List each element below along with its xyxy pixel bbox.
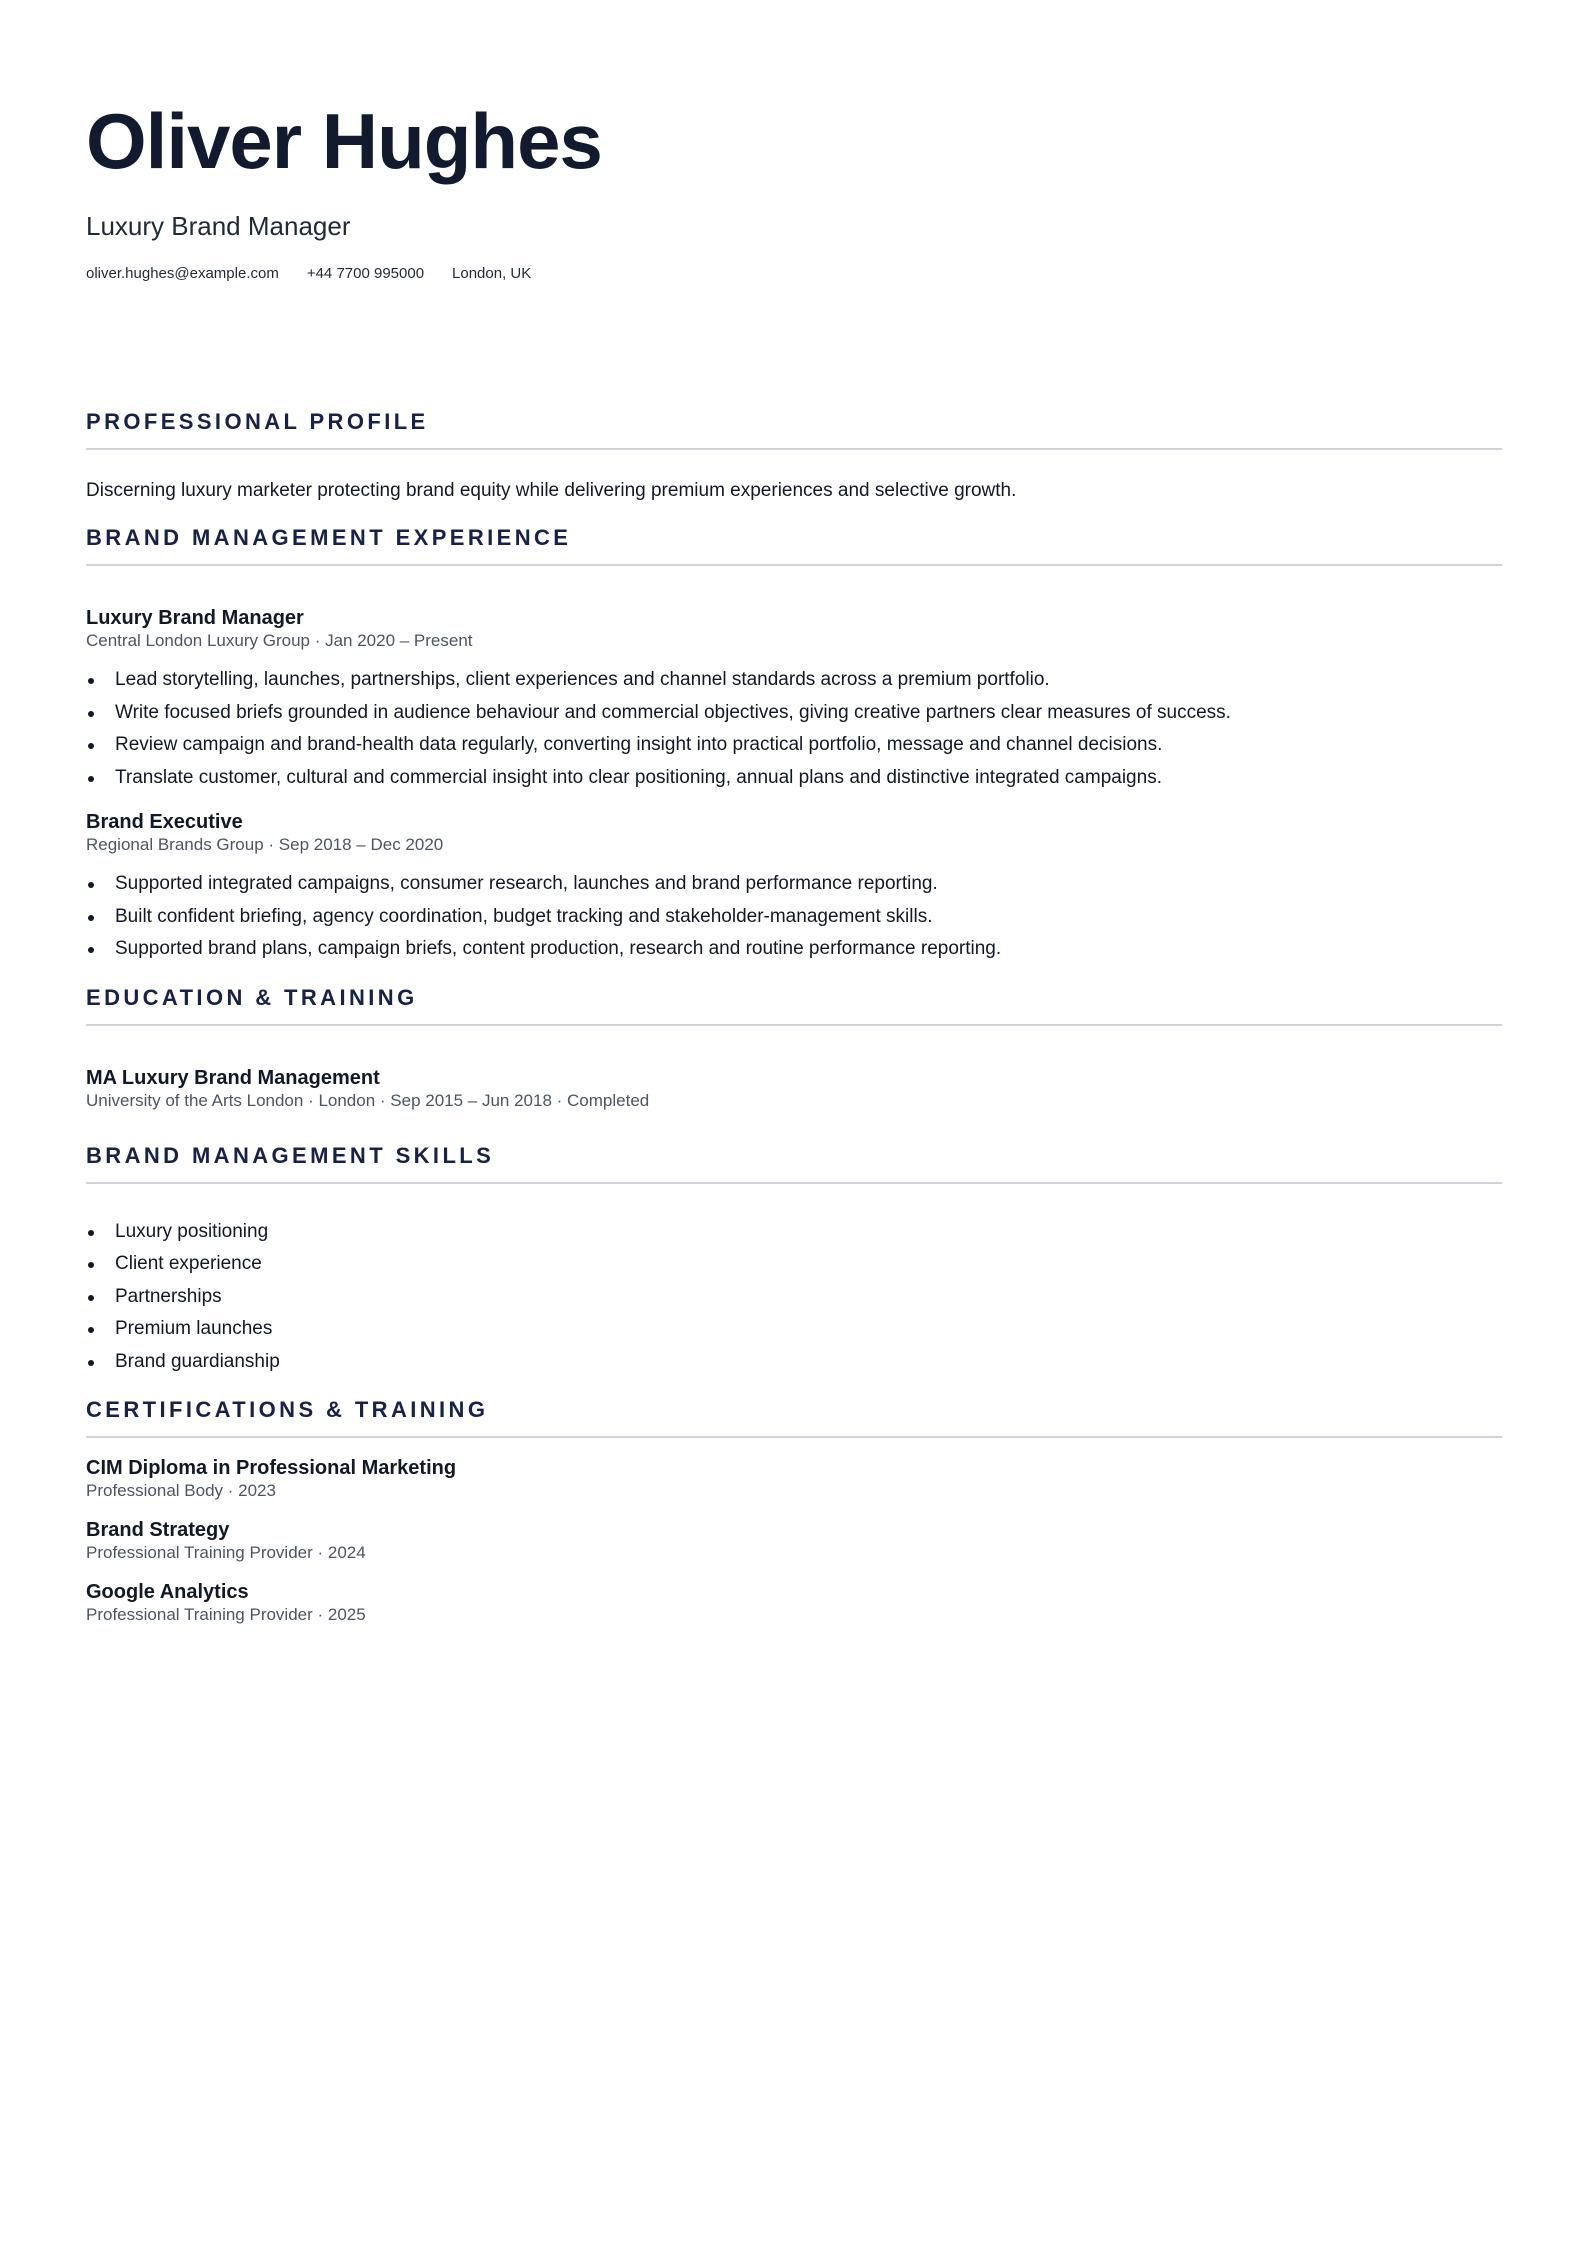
degree-name: MA Luxury Brand Management [86, 1066, 380, 1089]
education-section [86, 984, 1502, 1112]
job-role: Luxury Brand Manager [86, 607, 304, 629]
job-role: Brand Executive [86, 811, 243, 833]
profile-summary: Discerning luxury marketer protecting brand equity while delivering premium experiences and selective growth. [86, 480, 1017, 501]
skills-section [86, 1142, 1502, 1379]
certification-entry [86, 1580, 1502, 1626]
job-entry [86, 606, 1502, 794]
list-item: Supported brand plans, campaign briefs, content production, research and routine performance reporting. [86, 933, 1502, 966]
certification-meta: Professional Training Provider · 2025 [86, 1605, 366, 1624]
contact-phone: +44 7700 995000 [306, 265, 425, 282]
section-title: BRAND MANAGEMENT EXPERIENCE [86, 524, 1502, 566]
education-entry [86, 1066, 1502, 1112]
skill-item: Client experience [86, 1248, 1502, 1281]
list-item: Review campaign and brand-health data regularly, converting insight into practical portfolio, message and channel decisions. [86, 729, 1502, 762]
job-meta: Central London Luxury Group · Jan 2020 – Present [86, 631, 473, 650]
skill-item: Premium launches [86, 1313, 1502, 1346]
experience-section [86, 524, 1502, 966]
list-item: Lead storytelling, launches, partnerships, client experiences and channel standards across a premium portfolio. [86, 664, 1502, 697]
job-meta: Regional Brands Group · Sep 2018 – Dec 2020 [86, 835, 444, 854]
resume-header [86, 0, 1502, 284]
skill-item: Partnerships [86, 1281, 1502, 1314]
degree-meta: University of the Arts London · London · Sep 2015 – Jun 2018 · Completed [86, 1090, 650, 1110]
job-entry [86, 810, 1502, 966]
section-title: EDUCATION & TRAINING [86, 984, 1502, 1026]
section-title: BRAND MANAGEMENT SKILLS [86, 1142, 1502, 1184]
list-item: Write focused briefs grounded in audience behaviour and commercial objectives, giving creative partners clear measures of success. [86, 697, 1502, 730]
certifications-section [86, 1396, 1502, 1626]
candidate-name: Oliver Hughes [86, 97, 602, 185]
certification-entry [86, 1456, 1502, 1502]
section-title: PROFESSIONAL PROFILE [86, 408, 1502, 450]
certification-meta: Professional Body · 2023 [86, 1481, 276, 1500]
contact-location: London, UK [452, 265, 532, 282]
job-bullets [86, 868, 1502, 966]
certification-entry [86, 1518, 1502, 1564]
list-item: Built confident briefing, agency coordination, budget tracking and stakeholder-management skills. [86, 901, 1502, 934]
job-bullets [86, 664, 1502, 794]
contact-row [86, 264, 1502, 284]
profile-section [86, 408, 1502, 504]
certification-name: Google Analytics [86, 1581, 249, 1603]
certification-name: CIM Diploma in Professional Marketing [86, 1457, 457, 1479]
skill-item: Luxury positioning [86, 1216, 1502, 1249]
candidate-headline: Luxury Brand Manager [86, 211, 351, 241]
contact-email: oliver.hughes@example.com [86, 265, 279, 282]
skill-item: Brand guardianship [86, 1346, 1502, 1379]
section-title: CERTIFICATIONS & TRAINING [86, 1396, 1502, 1438]
skills-list [86, 1216, 1502, 1379]
list-item: Supported integrated campaigns, consumer research, launches and brand performance reporting. [86, 868, 1502, 901]
certification-meta: Professional Training Provider · 2024 [86, 1543, 366, 1562]
certification-name: Brand Strategy [86, 1519, 230, 1541]
list-item: Translate customer, cultural and commercial insight into clear positioning, annual plans and distinctive integrated campaigns. [86, 762, 1502, 795]
